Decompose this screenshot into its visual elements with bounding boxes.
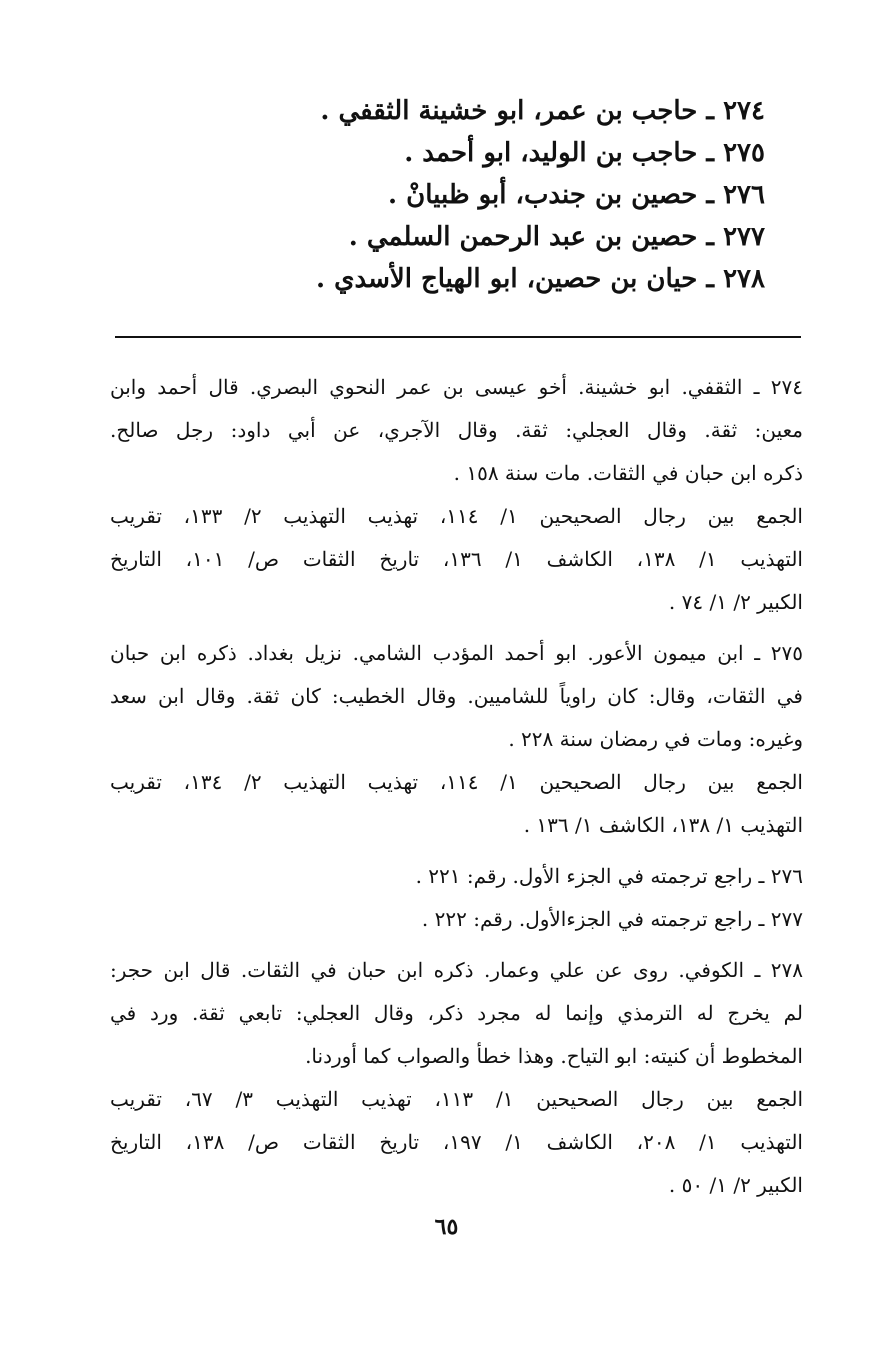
heading-275: ٢٧٥ ـ حاجب بن الوليد، ابو أحمد . (404, 138, 765, 168)
footnote-line: لم يخرج له الترمذي وإنما له مجرد ذكر، وقال العجلي: تابعي ثقة. ورد في (110, 1001, 803, 1025)
footnote-line: الكبير ٢/ ١/ ٧٤ . (668, 590, 803, 614)
heading-276: ٢٧٦ ـ حصين بن جندب، أبو ظبيانْ . (388, 180, 765, 210)
footnote-276 (110, 855, 803, 898)
footnotes (110, 366, 803, 1215)
footnote-line: ٢٧٥ ـ ابن ميمون الأعور. ابو أحمد المؤدب الشامي. نزيل بغداد. ذكره ابن حبان (110, 641, 803, 665)
heading-277: ٢٧٧ ـ حصين بن عبد الرحمن السلمي . (348, 222, 765, 252)
footnote-line: معين: ثقة. وقال العجلي: ثقة. وقال الآجري، عن أبي داود: رجل صالح. (110, 418, 803, 442)
footnote-274 (110, 366, 803, 624)
footnote-line: الجمع بين رجال الصحيحين ١/ ١١٣، تهذيب التهذيب ٣/ ٦٧، تقريب (110, 1087, 803, 1111)
footnote-line: ٢٧٧ ـ راجع ترجمته في الجزءالأول. رقم: ٢٢٢ . (421, 907, 803, 931)
footnote-line: الجمع بين رجال الصحيحين ١/ ١١٤، تهذيب التهذيب ٢/ ١٣٤، تقريب (110, 770, 803, 794)
footnote-line: وغيره: ومات في رمضان سنة ٢٢٨ . (508, 727, 803, 751)
footnote-278 (110, 949, 803, 1207)
footnote-line: ٢٧٦ ـ راجع ترجمته في الجزء الأول. رقم: ٢٢١ . (415, 864, 803, 888)
footnote-divider (115, 336, 801, 338)
heading-278: ٢٧٨ ـ حيان بن حصين، ابو الهياج الأسدي . (315, 264, 765, 294)
footnote-line: المخطوط أن كنيته: ابو التياح. وهذا خطأ والصواب كما أوردنا. (305, 1044, 803, 1068)
heading-274: ٢٧٤ ـ حاجب بن عمر، ابو خشينة الثقفي . (320, 96, 765, 126)
page-number: ٦٥ (434, 1214, 459, 1240)
footnote-line: ٢٧٨ ـ الكوفي. روى عن علي وعمار. ذكره ابن حبان في الثقات. قال ابن حجر: (110, 958, 803, 982)
footnote-line: الجمع بين رجال الصحيحين ١/ ١١٤، تهذيب التهذيب ٢/ ١٣٣، تقريب (110, 504, 803, 528)
footnote-line: في الثقات، وقال: كان راوياً للشاميين. وقال الخطيب: كان ثقة. وقال ابن سعد (110, 684, 803, 708)
footnote-line: ٢٧٤ ـ الثقفي. ابو خشينة. أخو عيسى بن عمر النحوي البصري. قال أحمد وابن (110, 375, 803, 399)
footnote-275 (110, 632, 803, 847)
footnote-line: ذكره ابن حبان في الثقات. مات سنة ١٥٨ . (453, 461, 803, 485)
footnote-line: التهذيب ١/ ٢٠٨، الكاشف ١/ ١٩٧، تاريخ الثقات ص/ ١٣٨، التاريخ (110, 1130, 803, 1154)
footnote-line: الكبير ٢/ ١/ ٥٠ . (668, 1173, 803, 1197)
footnote-line: التهذيب ١/ ١٣٨، الكاشف ١/ ١٣٦ . (523, 813, 803, 837)
footnote-277 (110, 898, 803, 941)
entry-headings (125, 90, 765, 300)
footnote-line: التهذيب ١/ ١٣٨، الكاشف ١/ ١٣٦، تاريخ الثقات ص/ ١٠١، التاريخ (110, 547, 803, 571)
